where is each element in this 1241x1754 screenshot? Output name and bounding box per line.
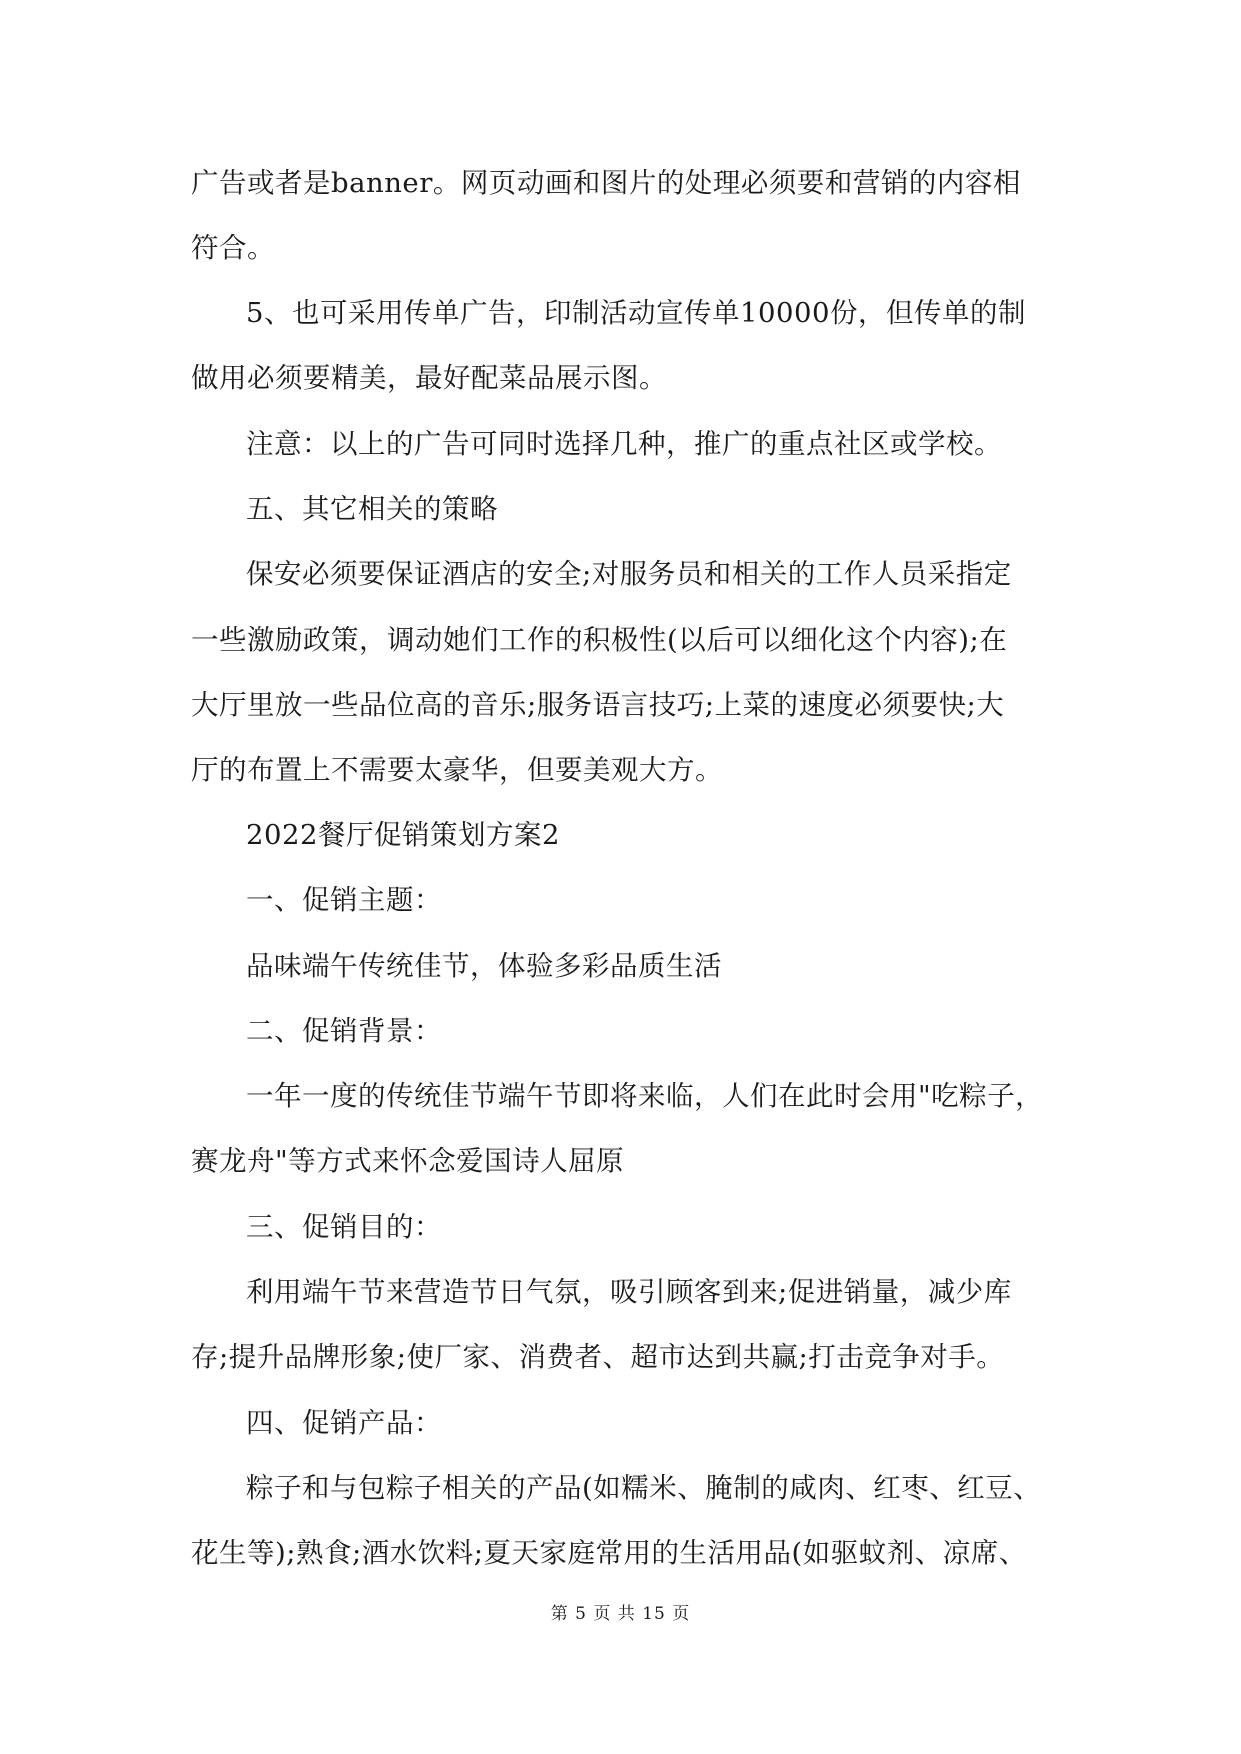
text-line: 花生等);熟食;酒水饮料;夏天家庭常用的生活用品(如驱蚊剂、凉席、	[191, 1537, 1027, 1569]
text-line: 大厅里放一些品位高的音乐;服务语言技巧;上菜的速度必须要快;大	[191, 689, 1005, 721]
text-line: 注意：以上的广告可同时选择几种，推广的重点社区或学校。	[246, 428, 1002, 460]
text-line: 粽子和与包粽子相关的产品(如糯米、腌制的咸肉、红枣、红豆、	[246, 1472, 1042, 1504]
section-heading: 一、促销主题：	[246, 884, 442, 916]
section-heading: 五、其它相关的策略	[246, 493, 498, 525]
text-line: 赛龙舟"等方式来怀念爱国诗人屈原	[191, 1145, 625, 1177]
text-line: 一年一度的传统佳节端午节即将来临，人们在此时会用"吃粽子，	[246, 1080, 1044, 1112]
text-line: 保安必须要保证酒店的安全;对服务员和相关的工作人员采指定	[246, 558, 1012, 590]
section-heading: 四、促销产品：	[246, 1407, 442, 1439]
text-line: 品味端午传统佳节，体验多彩品质生活	[246, 950, 722, 982]
text-line: 做用必须要精美，最好配菜品展示图。	[191, 362, 667, 394]
text-line: 厅的布置上不需要太豪华，但要美观大方。	[191, 754, 723, 786]
text-line: 利用端午节来营造节日气氛，吸引顾客到来;促进销量，减少库	[246, 1276, 1012, 1308]
text-line: 存;提升品牌形象;使厂家、消费者、超市达到共赢;打击竞争对手。	[191, 1341, 1005, 1373]
section-heading: 二、促销背景：	[246, 1015, 442, 1047]
document-title: 2022餐厅促销策划方案2	[246, 819, 560, 851]
text-line: 广告或者是banner。网页动画和图片的处理必须要和营销的内容相	[191, 167, 1021, 199]
section-heading: 三、促销目的：	[246, 1211, 442, 1243]
text-line: 一些激励政策，调动她们工作的积极性(以后可以细化这个内容);在	[191, 624, 1008, 656]
text-line: 5、也可采用传单广告，印制活动宣传单10000份，但传单的制	[246, 297, 1026, 329]
text-line: 符合。	[191, 232, 275, 264]
page-number-footer: 第 5 页 共 15 页	[550, 1604, 691, 1624]
